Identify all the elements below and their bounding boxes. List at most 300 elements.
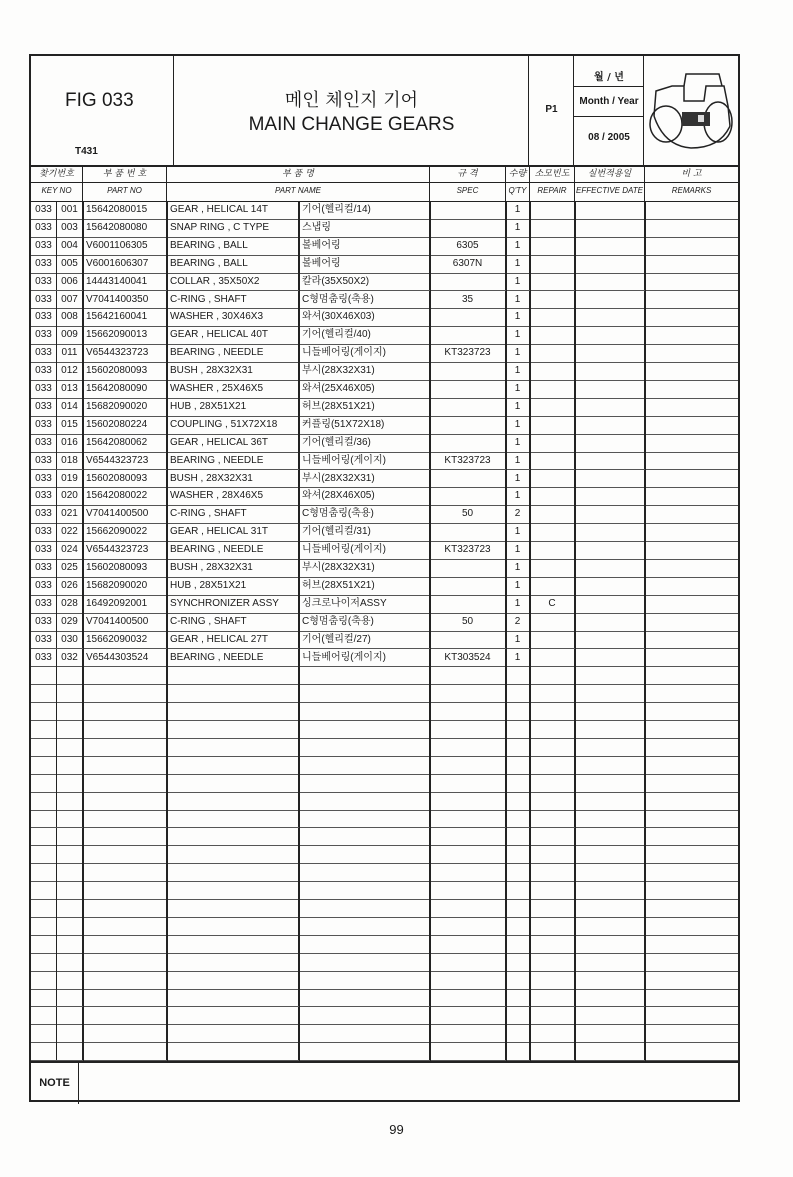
empty-cell xyxy=(57,720,83,738)
empty-cell xyxy=(575,487,645,505)
empty-row xyxy=(31,971,738,990)
table-row xyxy=(31,541,738,560)
empty-cell xyxy=(57,971,83,989)
empty-cell xyxy=(83,792,167,810)
table-row xyxy=(31,219,738,238)
table-row xyxy=(31,398,738,417)
cell-name-en: SNAP RING , C TYPE xyxy=(167,219,299,237)
title-korean: 메인 체인지 기어 xyxy=(284,90,419,111)
table-row xyxy=(31,201,738,220)
cell-key: 022 xyxy=(57,523,83,541)
empty-cell xyxy=(167,756,299,774)
cell-fig: 033 xyxy=(31,523,57,541)
empty-cell xyxy=(31,720,57,738)
empty-cell xyxy=(575,810,645,828)
empty-cell xyxy=(575,828,645,846)
month-year-english: Month / Year xyxy=(579,96,639,107)
empty-cell xyxy=(167,845,299,863)
sheet-header xyxy=(31,56,738,167)
empty-cell xyxy=(506,774,530,792)
cell-name-en: BEARING , NEEDLE xyxy=(167,452,299,470)
cell-name-ko: 기어(헬리컬/36) xyxy=(299,434,430,452)
cell-qty: 1 xyxy=(506,523,530,541)
parts-list-sheet xyxy=(29,54,740,1102)
empty-cell xyxy=(506,1024,530,1042)
empty-cell xyxy=(530,899,575,917)
cell-name-ko: 스냅링 xyxy=(299,219,430,237)
empty-cell xyxy=(299,935,430,953)
empty-cell xyxy=(83,774,167,792)
empty-cell xyxy=(83,684,167,702)
empty-cell xyxy=(575,720,645,738)
cell-qty: 1 xyxy=(506,380,530,398)
cell-repair xyxy=(530,201,575,219)
col-repair: 소모빈도 REPAIR xyxy=(530,165,575,201)
empty-cell xyxy=(430,756,506,774)
cell-qty: 1 xyxy=(506,308,530,326)
cell-part-no: 15662090013 xyxy=(83,326,167,344)
cell-part-no: V7041400350 xyxy=(83,291,167,309)
empty-cell xyxy=(83,971,167,989)
empty-cell xyxy=(430,828,506,846)
cell-name-en: BUSH , 28X32X31 xyxy=(167,559,299,577)
empty-cell xyxy=(83,1024,167,1042)
empty-cell xyxy=(506,845,530,863)
empty-cell xyxy=(83,881,167,899)
empty-cell xyxy=(31,989,57,1007)
cell-fig: 033 xyxy=(31,595,57,613)
empty-cell xyxy=(530,756,575,774)
empty-row xyxy=(31,666,738,685)
cell-spec xyxy=(430,577,506,595)
table-row xyxy=(31,237,738,256)
cell-spec xyxy=(430,219,506,237)
table-row xyxy=(31,452,738,471)
cell-spec: 50 xyxy=(430,613,506,631)
empty-cell xyxy=(430,720,506,738)
empty-cell xyxy=(167,989,299,1007)
empty-cell xyxy=(575,505,645,523)
cell-name-ko: 커플링(51X72X18) xyxy=(299,416,430,434)
cell-qty: 1 xyxy=(506,434,530,452)
cell-part-no: 15602080224 xyxy=(83,416,167,434)
empty-cell xyxy=(645,756,738,774)
empty-row xyxy=(31,1007,738,1026)
empty-cell xyxy=(167,738,299,756)
empty-cell xyxy=(167,971,299,989)
cell-name-en: GEAR , HELICAL 40T xyxy=(167,326,299,344)
empty-cell xyxy=(645,971,738,989)
cell-part-no: 15602080093 xyxy=(83,362,167,380)
table-row xyxy=(31,649,738,668)
empty-cell xyxy=(83,720,167,738)
cell-name-en: BUSH , 28X32X31 xyxy=(167,470,299,488)
empty-cell xyxy=(506,720,530,738)
empty-cell xyxy=(645,595,738,613)
empty-cell xyxy=(83,810,167,828)
cell-qty: 1 xyxy=(506,595,530,613)
empty-cell xyxy=(83,935,167,953)
table-row xyxy=(31,273,738,292)
empty-cell xyxy=(645,362,738,380)
cell-spec xyxy=(430,416,506,434)
cell-repair xyxy=(530,291,575,309)
cell-part-no: V6544323723 xyxy=(83,541,167,559)
cell-key: 028 xyxy=(57,595,83,613)
empty-cell xyxy=(31,935,57,953)
empty-cell xyxy=(31,1007,57,1025)
cell-fig: 033 xyxy=(31,398,57,416)
cell-part-no: 15642080090 xyxy=(83,380,167,398)
table-row xyxy=(31,344,738,363)
empty-cell xyxy=(299,989,430,1007)
empty-cell xyxy=(645,613,738,631)
empty-cell xyxy=(31,828,57,846)
empty-cell xyxy=(575,774,645,792)
empty-cell xyxy=(530,935,575,953)
empty-cell xyxy=(299,1024,430,1042)
cell-repair xyxy=(530,308,575,326)
cell-fig: 033 xyxy=(31,613,57,631)
empty-cell xyxy=(430,989,506,1007)
cell-qty: 2 xyxy=(506,613,530,631)
empty-cell xyxy=(57,845,83,863)
empty-cell xyxy=(575,1024,645,1042)
empty-cell xyxy=(299,756,430,774)
empty-row xyxy=(31,899,738,918)
empty-cell xyxy=(575,434,645,452)
cell-name-ko: 니들베어링(게이지) xyxy=(299,344,430,362)
empty-cell xyxy=(31,666,57,684)
fig-box xyxy=(31,56,174,165)
empty-cell xyxy=(31,845,57,863)
empty-cell xyxy=(530,1007,575,1025)
cell-spec xyxy=(430,470,506,488)
cell-spec xyxy=(430,201,506,219)
cell-name-en: COLLAR , 35X50X2 xyxy=(167,273,299,291)
empty-cell xyxy=(57,1007,83,1025)
cell-fig: 033 xyxy=(31,452,57,470)
cell-qty: 1 xyxy=(506,649,530,667)
cell-key: 012 xyxy=(57,362,83,380)
cell-qty: 1 xyxy=(506,631,530,649)
empty-cell xyxy=(299,1007,430,1025)
cell-repair xyxy=(530,631,575,649)
cell-fig: 033 xyxy=(31,237,57,255)
cell-name-en: HUB , 28X51X21 xyxy=(167,577,299,595)
cell-fig: 033 xyxy=(31,201,57,219)
empty-cell xyxy=(645,201,738,219)
empty-cell xyxy=(530,666,575,684)
cell-name-ko: C형멈춤링(축용) xyxy=(299,613,430,631)
cell-qty: 1 xyxy=(506,344,530,362)
empty-cell xyxy=(57,810,83,828)
empty-cell xyxy=(31,702,57,720)
cell-name-ko: 니들베어링(게이지) xyxy=(299,452,430,470)
table-row xyxy=(31,255,738,274)
cell-qty: 1 xyxy=(506,237,530,255)
empty-cell xyxy=(575,1007,645,1025)
empty-row xyxy=(31,935,738,954)
cell-name-ko: 니들베어링(게이지) xyxy=(299,649,430,667)
empty-cell xyxy=(575,666,645,684)
empty-cell xyxy=(430,738,506,756)
cell-part-no: 15662090022 xyxy=(83,523,167,541)
cell-key: 009 xyxy=(57,326,83,344)
cell-fig: 033 xyxy=(31,362,57,380)
empty-cell xyxy=(506,899,530,917)
empty-cell xyxy=(575,362,645,380)
cell-part-no: 15642080015 xyxy=(83,201,167,219)
cell-repair xyxy=(530,416,575,434)
empty-cell xyxy=(430,1007,506,1025)
cell-qty: 1 xyxy=(506,487,530,505)
cell-part-no: 15642080080 xyxy=(83,219,167,237)
table-row xyxy=(31,487,738,506)
empty-cell xyxy=(575,792,645,810)
cell-key: 032 xyxy=(57,649,83,667)
empty-cell xyxy=(57,899,83,917)
empty-cell xyxy=(31,899,57,917)
empty-cell xyxy=(31,774,57,792)
empty-row xyxy=(31,881,738,900)
cell-fig: 033 xyxy=(31,631,57,649)
cell-repair xyxy=(530,649,575,667)
cell-repair xyxy=(530,255,575,273)
month-year-korean: 월 / 년 xyxy=(594,72,624,83)
empty-cell xyxy=(645,845,738,863)
table-row xyxy=(31,505,738,524)
cell-name-en: BEARING , BALL xyxy=(167,255,299,273)
empty-cell xyxy=(430,953,506,971)
empty-cell xyxy=(530,953,575,971)
cell-name-ko: 볼베어링 xyxy=(299,237,430,255)
cell-part-no: V6544303524 xyxy=(83,649,167,667)
cell-key: 016 xyxy=(57,434,83,452)
empty-cell xyxy=(506,935,530,953)
empty-cell xyxy=(530,917,575,935)
empty-cell xyxy=(575,523,645,541)
empty-cell xyxy=(645,523,738,541)
cell-spec: KT303524 xyxy=(430,649,506,667)
empty-cell xyxy=(506,917,530,935)
empty-cell xyxy=(645,577,738,595)
empty-cell xyxy=(299,845,430,863)
empty-cell xyxy=(430,774,506,792)
empty-cell xyxy=(506,756,530,774)
cell-spec xyxy=(430,523,506,541)
cell-qty: 1 xyxy=(506,255,530,273)
empty-cell xyxy=(575,344,645,362)
empty-cell xyxy=(645,398,738,416)
cell-repair xyxy=(530,362,575,380)
empty-cell xyxy=(299,953,430,971)
cell-repair xyxy=(530,219,575,237)
empty-cell xyxy=(506,1007,530,1025)
empty-cell xyxy=(430,792,506,810)
empty-cell xyxy=(430,935,506,953)
empty-cell xyxy=(31,971,57,989)
empty-cell xyxy=(575,899,645,917)
empty-cell xyxy=(31,863,57,881)
empty-row xyxy=(31,953,738,972)
empty-cell xyxy=(57,702,83,720)
empty-cell xyxy=(31,810,57,828)
empty-cell xyxy=(530,738,575,756)
cell-key: 003 xyxy=(57,219,83,237)
cell-name-en: SYNCHRONIZER ASSY xyxy=(167,595,299,613)
empty-cell xyxy=(575,881,645,899)
empty-cell xyxy=(575,684,645,702)
empty-cell xyxy=(645,774,738,792)
empty-cell xyxy=(31,684,57,702)
cell-qty: 1 xyxy=(506,416,530,434)
empty-cell xyxy=(575,559,645,577)
empty-cell xyxy=(57,935,83,953)
empty-cell xyxy=(167,684,299,702)
empty-cell xyxy=(167,792,299,810)
cell-key: 008 xyxy=(57,308,83,326)
cell-qty: 1 xyxy=(506,362,530,380)
cell-key: 030 xyxy=(57,631,83,649)
empty-cell xyxy=(575,541,645,559)
empty-row xyxy=(31,917,738,936)
empty-cell xyxy=(575,201,645,219)
empty-cell xyxy=(57,828,83,846)
empty-row xyxy=(31,702,738,721)
cell-spec xyxy=(430,380,506,398)
empty-cell xyxy=(645,720,738,738)
cell-name-en: GEAR , HELICAL 27T xyxy=(167,631,299,649)
cell-spec xyxy=(430,434,506,452)
fig-label: FIG 033 xyxy=(65,90,134,111)
empty-cell xyxy=(31,792,57,810)
empty-cell xyxy=(83,1042,167,1060)
cell-fig: 033 xyxy=(31,308,57,326)
empty-cell xyxy=(299,738,430,756)
cell-key: 029 xyxy=(57,613,83,631)
cell-fig: 033 xyxy=(31,255,57,273)
empty-row xyxy=(31,828,738,847)
table-row xyxy=(31,613,738,632)
column-header xyxy=(31,165,738,202)
empty-cell xyxy=(167,1042,299,1060)
cell-key: 006 xyxy=(57,273,83,291)
empty-cell xyxy=(575,255,645,273)
cell-spec xyxy=(430,559,506,577)
empty-cell xyxy=(506,684,530,702)
empty-row xyxy=(31,989,738,1008)
empty-cell xyxy=(430,1042,506,1060)
cell-name-ko: 기어(헬리컬/31) xyxy=(299,523,430,541)
empty-cell xyxy=(299,971,430,989)
cell-part-no: 15642080062 xyxy=(83,434,167,452)
cell-repair xyxy=(530,452,575,470)
empty-cell xyxy=(530,702,575,720)
cell-name-ko: 기어(헬리컬/27) xyxy=(299,631,430,649)
table-row xyxy=(31,470,738,489)
cell-part-no: V6544323723 xyxy=(83,452,167,470)
empty-cell xyxy=(645,953,738,971)
empty-cell xyxy=(506,863,530,881)
empty-cell xyxy=(645,344,738,362)
table-row xyxy=(31,631,738,650)
empty-cell xyxy=(506,738,530,756)
empty-cell xyxy=(83,738,167,756)
cell-qty: 1 xyxy=(506,559,530,577)
empty-cell xyxy=(645,917,738,935)
cell-fig: 033 xyxy=(31,416,57,434)
empty-cell xyxy=(83,899,167,917)
cell-key: 026 xyxy=(57,577,83,595)
empty-cell xyxy=(57,917,83,935)
empty-cell xyxy=(57,684,83,702)
cell-qty: 1 xyxy=(506,219,530,237)
empty-cell xyxy=(645,828,738,846)
cell-name-en: COUPLING , 51X72X18 xyxy=(167,416,299,434)
empty-cell xyxy=(645,1007,738,1025)
cell-part-no: 15642160041 xyxy=(83,308,167,326)
empty-cell xyxy=(83,953,167,971)
empty-cell xyxy=(167,1007,299,1025)
cell-fig: 033 xyxy=(31,273,57,291)
cell-key: 021 xyxy=(57,505,83,523)
page-number: 99 xyxy=(389,1122,404,1137)
empty-cell xyxy=(645,273,738,291)
cell-part-no: 15682090020 xyxy=(83,577,167,595)
cell-qty: 1 xyxy=(506,291,530,309)
table-row xyxy=(31,380,738,399)
cell-repair xyxy=(530,237,575,255)
empty-cell xyxy=(645,291,738,309)
cell-qty: 1 xyxy=(506,326,530,344)
table-row xyxy=(31,523,738,542)
empty-cell xyxy=(645,237,738,255)
empty-cell xyxy=(645,434,738,452)
empty-row xyxy=(31,810,738,829)
empty-cell xyxy=(83,845,167,863)
cell-fig: 033 xyxy=(31,541,57,559)
empty-cell xyxy=(575,237,645,255)
empty-cell xyxy=(430,845,506,863)
cell-name-en: C-RING , SHAFT xyxy=(167,505,299,523)
empty-cell xyxy=(57,863,83,881)
empty-cell xyxy=(575,308,645,326)
cell-part-no: 14443140041 xyxy=(83,273,167,291)
empty-cell xyxy=(31,917,57,935)
empty-cell xyxy=(430,810,506,828)
cell-repair xyxy=(530,613,575,631)
cell-fig: 033 xyxy=(31,577,57,595)
empty-cell xyxy=(299,720,430,738)
empty-cell xyxy=(530,971,575,989)
empty-cell xyxy=(645,1042,738,1060)
cell-repair xyxy=(530,470,575,488)
cell-key: 011 xyxy=(57,344,83,362)
empty-cell xyxy=(645,631,738,649)
cell-part-no: 16492092001 xyxy=(83,595,167,613)
table-row xyxy=(31,595,738,614)
empty-cell xyxy=(430,917,506,935)
cell-name-ko: 부시(28X32X31) xyxy=(299,362,430,380)
cell-name-ko: C형멈춤링(축용) xyxy=(299,505,430,523)
empty-cell xyxy=(299,881,430,899)
empty-cell xyxy=(530,881,575,899)
cell-part-no: 15662090032 xyxy=(83,631,167,649)
empty-cell xyxy=(645,487,738,505)
empty-cell xyxy=(299,917,430,935)
empty-cell xyxy=(83,989,167,1007)
